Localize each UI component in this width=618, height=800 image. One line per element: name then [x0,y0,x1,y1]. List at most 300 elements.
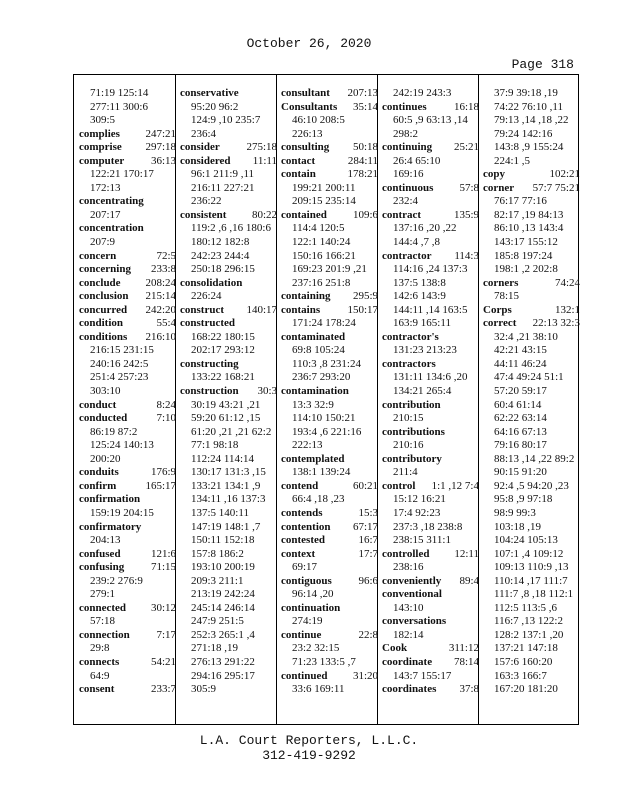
index-word: connection [79,628,130,641]
index-reference-line: 60:4 61:14 [494,398,542,411]
index-reference-line: 57:18 [90,615,116,628]
index-reference-line: 95:8 ,9 97:18 [494,493,553,506]
index-reference-line: 107:1 ,4 109:12 [494,547,564,560]
index-reference-line: 200:20 [90,452,121,465]
index-first-reference: 8:24 [156,398,176,411]
index-reference-line: 137:21 147:18 [494,642,558,655]
index-entry [79,521,180,548]
index-word-line [382,575,483,589]
index-word: Corps [483,303,512,316]
index-word: conventional [382,588,442,601]
index-entry [79,155,180,196]
index-word: consider [180,141,220,154]
index-reference-line: 114:4 120:5 [292,222,345,235]
index-column-5 [483,87,584,719]
index-entry [79,250,180,264]
index-first-reference: 31:20 [352,669,378,682]
index-entry [79,548,180,562]
index-word: concentration [79,222,144,235]
index-first-reference: 72:5 [156,249,176,262]
index-reference-line: 122:1 140:24 [292,236,351,249]
index-first-reference: 78:14 [453,655,479,668]
index-first-reference: 37:8 [459,683,479,696]
index-reference-line: 59:20 61:12 ,15 [191,412,261,425]
index-word-line [281,453,382,467]
index-reference-line: 112:24 114:14 [191,452,255,465]
index-entry [382,642,483,656]
index-entry [79,629,180,656]
index-word: confirmation [79,493,141,506]
index-entry [79,561,180,602]
index-first-reference: 275:18 [246,141,277,154]
index-entry [79,304,180,318]
index-word: contain [281,168,316,181]
index-entry [382,399,483,426]
index-entry [281,331,382,385]
index-word-line [79,466,180,480]
index-word-line [281,629,382,643]
index-reference-line: 171:24 178:24 [292,317,356,330]
index-reference-line: 169:16 [393,168,424,181]
index-reference-line: 86:10 ,13 143:4 [494,222,564,235]
index-word-line [483,304,584,318]
index-reference-line: 163:3 166:7 [494,669,547,682]
index-entry [79,277,180,291]
index-first-reference: 35:14 [352,100,378,113]
index-word-line [382,588,483,602]
index-first-reference: 140:17 [246,303,277,316]
index-word-line [79,399,180,413]
index-first-reference: 25:21 [453,141,479,154]
index-word: coordinates [382,683,437,696]
index-word-line [281,575,382,589]
index-word: consultant [281,87,330,99]
index-reference-line: 202:17 293:12 [191,344,255,357]
index-entry [382,615,483,642]
index-entry [281,629,382,670]
index-word-line [382,141,483,155]
index-word: containing [281,290,331,303]
index-entry [281,548,382,575]
index-reference-line: 237:3 ,18 238:8 [393,520,463,533]
index-word: contention [281,520,331,533]
index-reference-line: 210:16 [393,439,424,452]
index-reference-line: 134:21 265:4 [393,385,452,398]
index-first-reference: 135:9 [453,208,479,221]
index-reference-line: 110:14 ,17 111:7 [494,574,568,587]
index-reference-line: 74:22 76:10 ,11 [494,100,563,113]
index-first-reference: 74:24 [554,276,580,289]
index-reference-line: 71:23 133:5 ,7 [292,655,356,668]
index-reference-line: 92:4 ,5 94:20 ,23 [494,479,569,492]
index-entry [382,209,483,250]
index-word-line [382,399,483,413]
index-reference-line: 168:22 180:15 [191,330,255,343]
index-first-reference: 57:8 [459,181,479,194]
index-reference-line: 64:9 [90,669,110,682]
index-entry [281,575,382,602]
index-word: connects [79,655,120,668]
index-entry [281,670,382,697]
index-reference-line: 46:10 208:5 [292,114,345,127]
index-word-line [281,290,382,304]
index-reference-line: 143:8 ,9 155:24 [494,141,564,154]
index-first-reference: 208:24 [145,276,176,289]
index-word-line [382,358,483,372]
index-word-line [382,548,483,562]
index-reference-line: 114:16 ,24 137:3 [393,263,468,276]
index-word: consolidation [180,276,243,289]
index-first-reference: 60:21 [352,479,378,492]
index-word: confused [79,547,121,560]
index-reference-line: 134:11 ,16 137:3 [191,493,266,506]
index-first-reference: 30:3 [257,385,277,398]
index-first-reference: 176:9 [150,466,176,479]
index-word: concern [79,249,117,262]
index-word: concentrating [79,195,144,208]
index-reference-line: 236:4 [191,127,217,140]
index-reference-line: 33:6 169:11 [292,683,345,696]
index-word-line [382,453,483,467]
index-entry [382,480,483,548]
index-first-reference: 11:11 [252,154,277,167]
index-reference-line: 95:20 96:2 [191,100,239,113]
index-word: considered [180,154,231,167]
index-reference-line: 79:24 142:16 [494,127,553,140]
index-reference-line: 133:22 168:21 [191,371,255,384]
index-entry [281,168,382,209]
index-word: copy [483,168,505,181]
index-reference-line: 182:14 [393,628,424,641]
index-first-reference: 109:6 [352,208,378,221]
index-reference-line: 279:1 [90,588,116,601]
index-entry [483,277,584,304]
index-first-reference: 233:7 [150,683,176,696]
index-reference-line: 238:16 [393,561,424,574]
index-word-line [79,155,180,169]
index-word-line [281,331,382,345]
index-column-4 [382,87,483,719]
index-entry [79,412,180,466]
index-first-reference: 7:10 [156,412,176,425]
index-reference-line: 226:13 [292,127,323,140]
index-word: complies [79,127,120,140]
index-word-line [382,683,483,697]
index-word: conditions [79,330,128,343]
index-word-line [180,209,281,223]
index-word-line [79,602,180,616]
index-word-line [79,656,180,670]
index-entry [483,317,584,696]
index-reference-line: 71:19 125:14 [90,87,149,99]
index-reference-line: 69:17 [292,561,318,574]
index-entry [382,331,483,358]
index-word-line [79,548,180,562]
index-reference-line: 66:4 ,18 ,23 [292,493,345,506]
index-entry [79,331,180,399]
index-word: continue [281,628,322,641]
index-first-reference: 55:4 [156,317,176,330]
index-reference-line: 199:21 200:11 [292,181,356,194]
index-word: conduct [79,398,117,411]
index-reference-line: 185:8 197:24 [494,249,553,262]
index-word: construction [180,385,239,398]
index-reference-line: 61:20 ,21 ,21 62:2 [191,425,272,438]
index-word: continuing [382,141,433,154]
index-first-reference: 311:12 [448,642,479,655]
index-reference-line: 159:19 204:15 [90,506,154,519]
index-word-line [483,182,584,196]
index-reference-line: 298:2 [393,127,419,140]
index-reference-line: 209:3 211:1 [191,574,244,587]
index-reference-line: 232:4 [393,195,419,208]
index-reference-line: 30:19 43:21 ,21 [191,398,261,411]
index-word-line [281,209,382,223]
index-reference-line: 114:10 150:21 [292,412,356,425]
index-entry [382,182,483,209]
index-reference-line: 29:8 [90,642,110,655]
index-word: concurred [79,303,128,316]
index-reference-line: 239:2 276:9 [90,574,143,587]
index-word: contained [281,208,327,221]
index-word: constructed [180,317,235,330]
index-reference-line: 131:23 213:23 [393,344,457,357]
index-entry [79,480,180,494]
index-word: controlled [382,547,430,560]
index-reference-line: 147:19 148:1 ,7 [191,520,261,533]
index-entry [79,141,180,155]
index-entry [281,209,382,290]
index-entry [382,141,483,182]
index-reference-line: 193:10 200:19 [191,561,255,574]
index-entry [180,209,281,277]
index-word-line [180,317,281,331]
index-word: concerning [79,263,131,276]
index-entry [79,128,180,142]
index-reference-line: 271:18 ,19 [191,642,239,655]
index-reference-line: 111:7 ,8 ,18 112:1 [494,588,574,601]
index-box [73,74,579,725]
index-reference-line: 169:23 201:9 ,21 [292,263,367,276]
index-word-line [382,250,483,264]
index-reference-line: 216:15 231:15 [90,344,154,357]
index-reference-line: 62:22 63:14 [494,412,547,425]
index-word: contends [281,506,323,519]
index-first-reference: 132:1 [554,303,580,316]
index-word-line [281,602,382,616]
index-reference-line: 57:20 59:17 [494,385,547,398]
footer-phone: 312-419-9292 [262,748,356,763]
index-first-reference: 36:13 [150,154,176,167]
index-word: conversations [382,615,447,628]
index-reference-line: 216:11 227:21 [191,181,255,194]
index-reference-line: 137:5 138:8 [393,276,446,289]
index-first-reference: 80:22 [251,208,277,221]
index-word-line [79,263,180,277]
index-word: contract [382,208,422,221]
index-reference-line: 213:19 242:24 [191,588,255,601]
index-first-reference: 247:21 [145,127,176,140]
index-first-reference: 297:18 [145,141,176,154]
index-first-reference: 178:21 [347,168,378,181]
index-reference-line: 224:1 ,5 [494,154,531,167]
index-entry [79,683,180,697]
index-word: contributions [382,425,445,438]
index-reference-line: 124:9 ,10 235:7 [191,114,261,127]
index-reference-line: 207:17 [90,208,121,221]
index-entry [180,358,281,385]
index-reference-line: 137:16 ,20 ,22 [393,222,457,235]
index-word-line [180,385,281,399]
index-word: confirm [79,479,117,492]
index-word-line [281,548,382,562]
index-reference-line: 150:16 166:21 [292,249,356,262]
index-entry [281,453,382,480]
index-word: contractor's [382,330,439,343]
index-first-reference: 150:17 [347,303,378,316]
index-reference-line: 142:6 143:9 [393,290,446,303]
header-date: October 26, 2020 [246,36,372,51]
index-entry [483,304,584,318]
index-reference-line: 60:5 ,9 63:13 ,14 [393,114,468,127]
index-reference-line: 309:5 [90,114,116,127]
index-word-line [79,683,180,697]
index-word: conclusion [79,290,129,303]
index-reference-line: 112:5 113:5 ,6 [494,601,558,614]
index-entry [79,466,180,480]
index-reference-line: 17:4 92:23 [393,506,441,519]
index-entry [180,317,281,358]
index-first-reference: 50:18 [352,141,378,154]
index-entry [281,101,382,142]
index-entry [281,385,382,453]
index-reference-line: 222:13 [292,439,323,452]
index-word-line [79,141,180,155]
index-first-reference: 22:8 [358,628,378,641]
index-entry [382,575,483,589]
index-reference-line: 276:13 291:22 [191,655,255,668]
index-first-reference: 12:11 [454,547,479,560]
index-reference-line: 226:24 [191,290,222,303]
index-reference-line: 237:16 251:8 [292,276,351,289]
index-word-line [79,412,180,426]
index-first-reference: 207:13 [347,87,378,99]
index-reference-line: 245:14 246:14 [191,601,255,614]
index-reference-line: 193:4 ,6 221:16 [292,425,362,438]
index-reference-line: 76:17 77:16 [494,195,547,208]
index-reference-line: 90:15 91:20 [494,466,547,479]
index-word-line [180,358,281,372]
index-first-reference: 216:10 [145,330,176,343]
index-word: Consultants [281,100,338,113]
index-reference-line: 23:2 32:15 [292,642,340,655]
index-word: conduits [79,466,119,479]
index-reference-line: 167:20 181:20 [494,683,558,696]
index-reference-line: 128:2 137:1 ,20 [494,628,564,641]
index-word-line [79,128,180,142]
index-reference-line: 42:21 43:15 [494,344,547,357]
index-entry [180,155,281,209]
index-reference-line: 294:16 295:17 [191,669,255,682]
index-entry [382,426,483,453]
index-entry [483,168,584,182]
index-word-line [382,615,483,629]
index-reference-line: 86:19 87:2 [90,425,138,438]
index-entry [281,141,382,155]
index-word-line [281,480,382,494]
index-word-line [180,141,281,155]
index-word-line [79,480,180,494]
index-entry [382,250,483,331]
index-entry [483,87,584,168]
index-word-line [281,670,382,684]
index-reference-line: 13:3 32:9 [292,398,334,411]
index-entry [180,304,281,318]
index-word: contribution [382,398,441,411]
index-word: coordinate [382,655,433,668]
index-word-line [79,277,180,291]
index-word: consent [79,683,115,696]
index-word-line [382,182,483,196]
index-reference-line: 96:1 211:9 ,11 [191,168,255,181]
index-reference-line: 211:4 [393,466,418,479]
index-word: constructing [180,357,239,370]
index-word: conservative [180,87,239,99]
index-word-line [281,101,382,115]
index-column-2 [180,87,281,719]
index-entry [281,87,382,101]
index-first-reference: 165:17 [145,479,176,492]
index-reference-line: 180:12 182:8 [191,236,250,249]
index-entry [180,141,281,155]
index-reference-line: 242:19 243:3 [393,87,452,99]
index-first-reference: 67:17 [352,520,378,533]
footer-company: L.A. Court Reporters, L.L.C. [199,733,419,748]
index-reference-line: 252:3 265:1 ,4 [191,628,255,641]
index-reference-line: 88:13 ,14 ,22 89:2 [494,452,575,465]
index-reference-line: 240:16 242:5 [90,357,149,370]
index-word-line [180,155,281,169]
index-reference-line: 79:16 80:17 [494,439,547,452]
index-reference-line: 305:9 [191,683,217,696]
index-word-line [382,209,483,223]
index-entry [281,304,382,331]
index-first-reference: 16:7 [358,534,378,547]
index-entry [281,534,382,548]
index-reference-line: 78:15 [494,290,520,303]
index-word: contact [281,154,316,167]
index-word-line [281,155,382,169]
index-reference-line: 64:16 67:13 [494,425,547,438]
index-reference-line: 96:14 ,20 [292,588,334,601]
index-word: contaminated [281,330,346,343]
index-word: contamination [281,385,349,398]
index-word: comprise [79,141,122,154]
index-reference-line: 236:22 [191,195,222,208]
index-word-line [382,426,483,440]
index-entry [79,317,180,331]
index-word-line [281,304,382,318]
index-word: Cook [382,642,408,655]
index-word: connected [79,601,127,614]
index-entry [382,453,483,480]
index-reference-line: 150:11 152:18 [191,534,255,547]
index-entry [180,277,281,304]
index-word-line [79,290,180,304]
index-word: correct [483,317,517,330]
index-reference-line: 163:9 165:11 [393,317,451,330]
index-word: contractor [382,249,432,262]
